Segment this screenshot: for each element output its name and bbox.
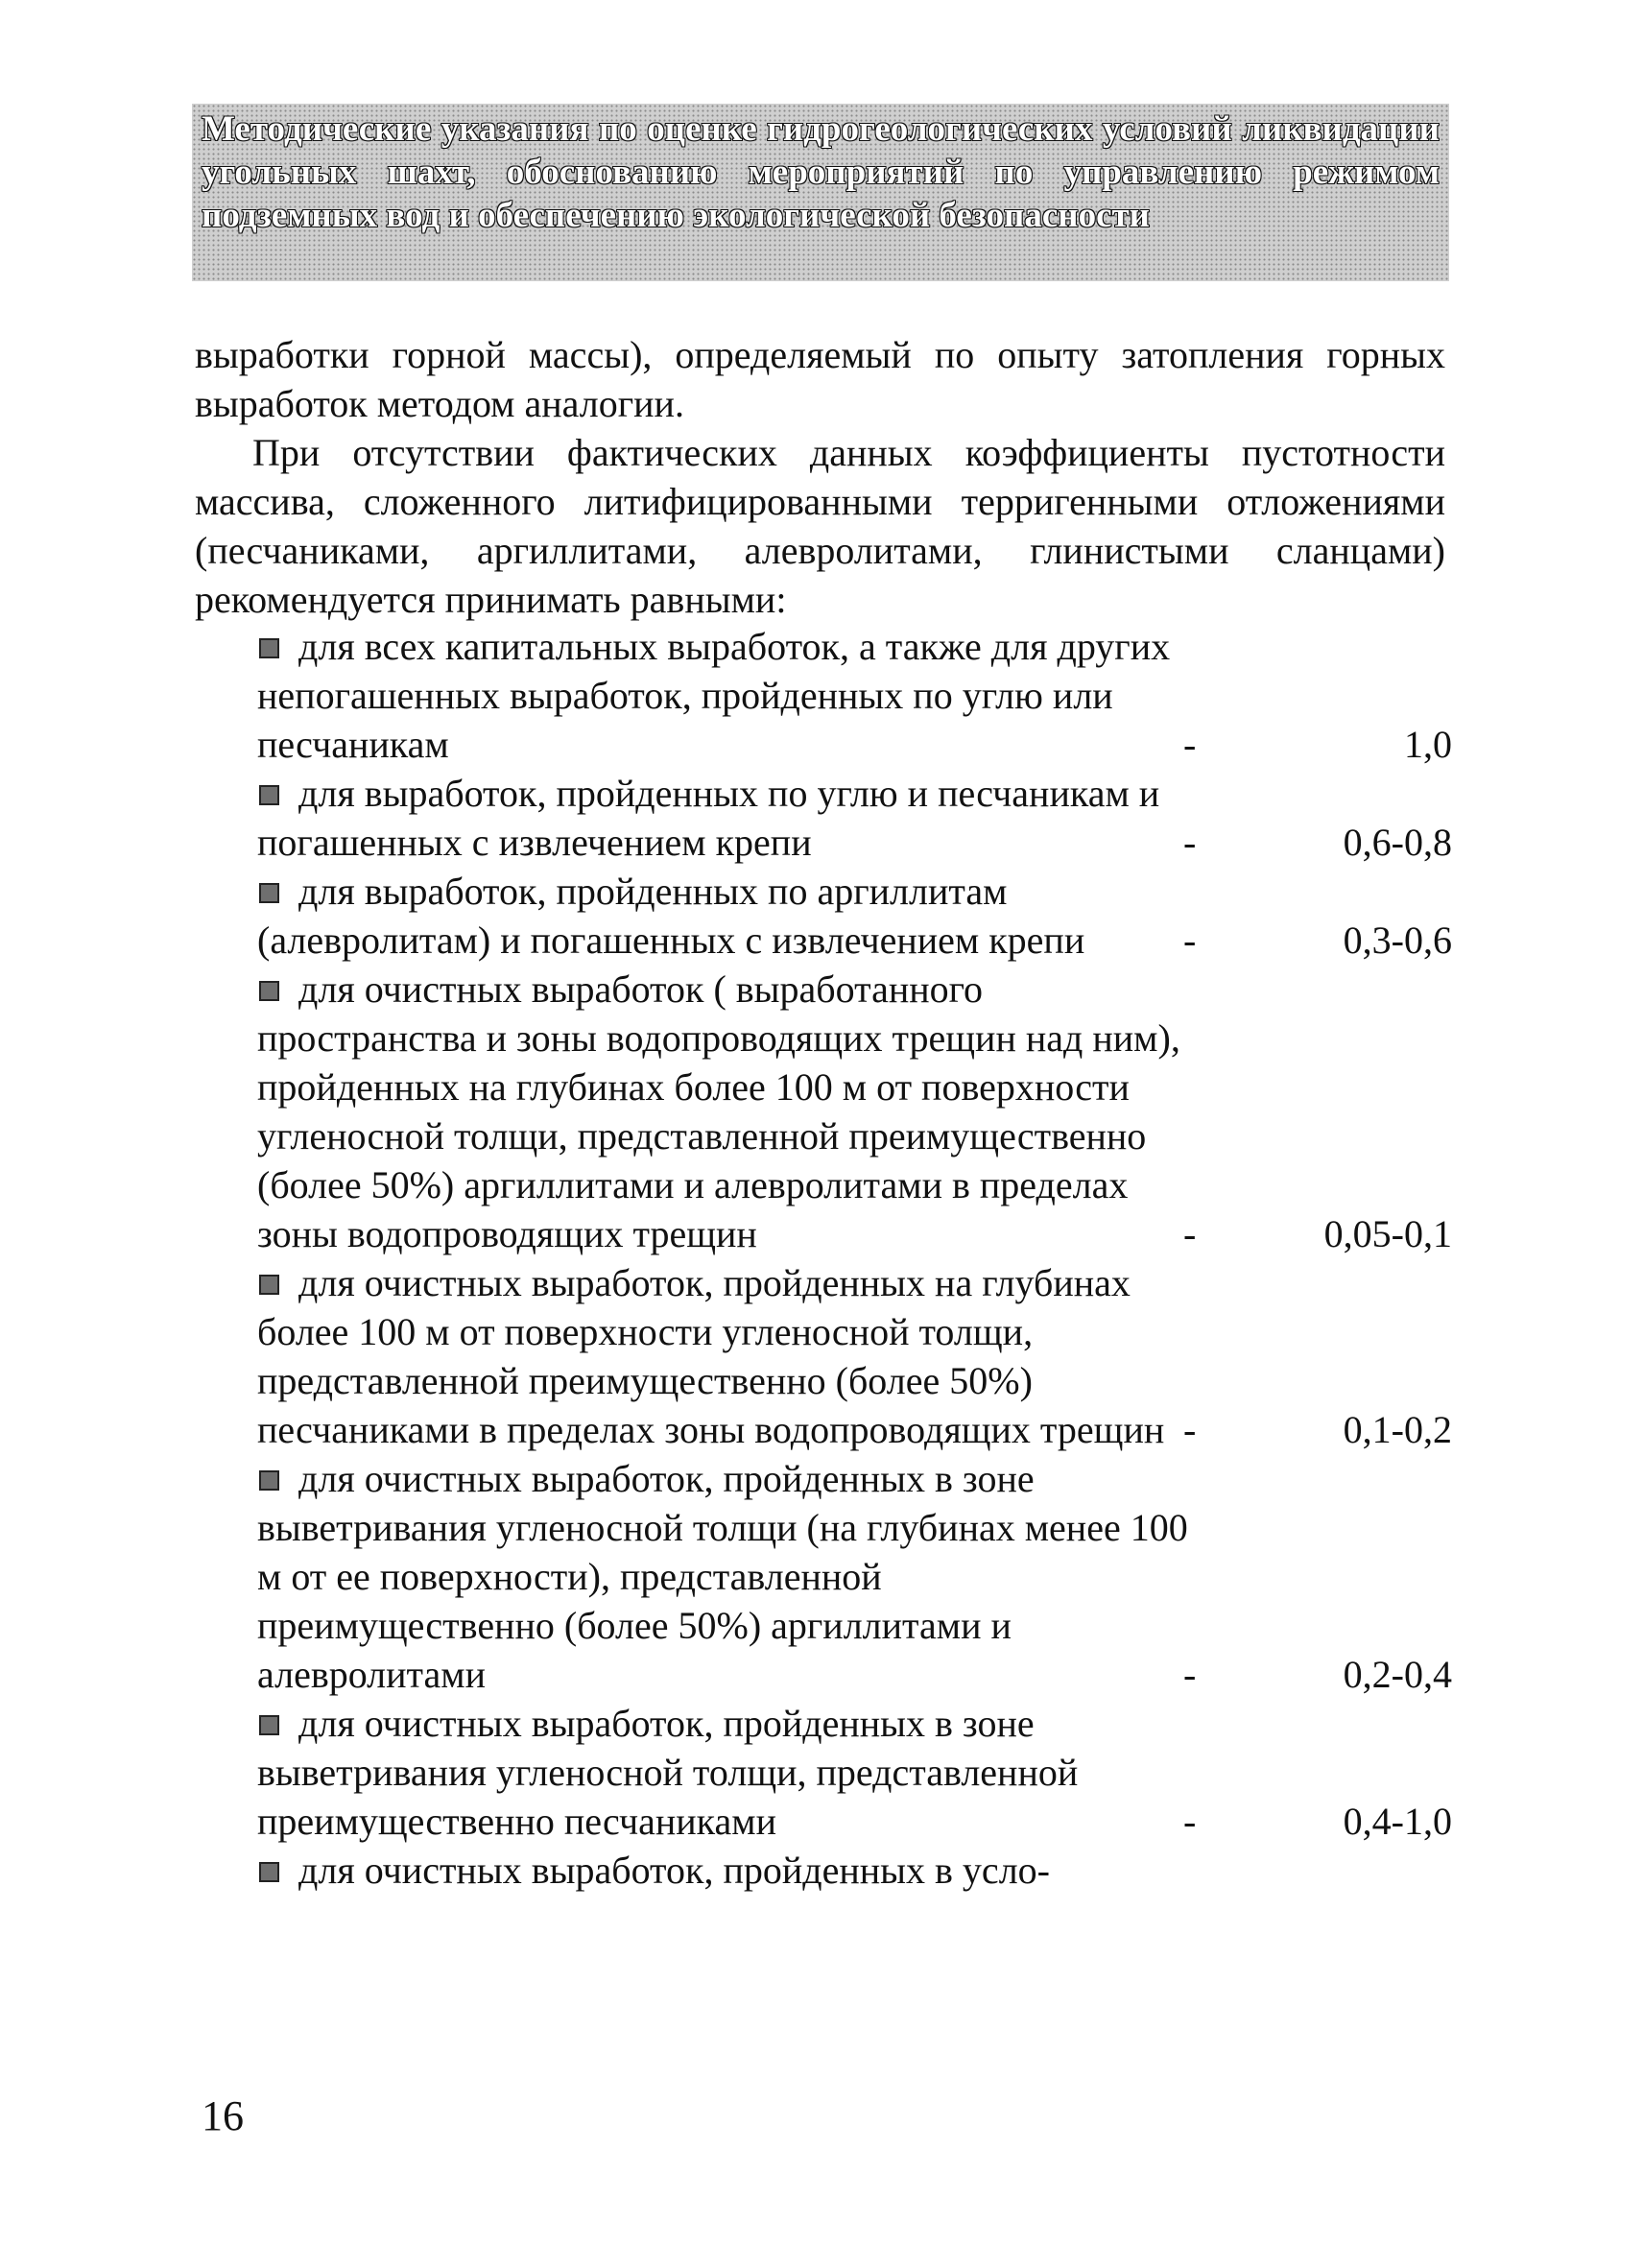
list-item-dash: - [1183,1653,1197,1696]
list-item-dash: - [1183,919,1197,962]
square-bullet-icon [259,1275,279,1295]
list-item [195,1846,1452,1895]
list-item-text: для очистных выработок, пройденных в зоне выветривания угленосной толщи, представленной преимущественно песчаниками [257,1702,1079,1843]
list-item [195,1454,1452,1699]
square-bullet-icon [259,1715,279,1735]
list-item [195,1699,1452,1846]
list-item-dash: - [1183,1800,1197,1843]
square-bullet-icon [259,981,279,1001]
list-item-text: для очистных выработок ( выработанного пространства и зоны водопроводящих трещин над ним), пройденных на глубинах более 100 м от поверхности угленосной толщи, представленной преимущественно (более 50%) аргиллитами и алевролитами в пределах зоны водопроводящих трещин [257,967,1180,1255]
square-bullet-icon [259,1862,279,1882]
header-title: Методические указания по оценке гидрогеологических условий ликвидации угольных шахт, обоснованию мероприятий по управлению режимом подземных вод и обеспечению экологической безопасности [202,109,1440,235]
list-item-dash: - [1183,821,1197,864]
list-item-value: 0,4-1,0 [1343,1800,1452,1843]
square-bullet-icon [259,1470,279,1491]
list-item-value: 0,2-0,4 [1343,1653,1452,1696]
list-item-dash: - [1183,723,1197,766]
list-item [195,867,1452,965]
list-item [195,769,1452,867]
list-item [195,965,1452,1258]
list-item-value: 0,05-0,1 [1323,1212,1452,1255]
square-bullet-icon [259,883,279,903]
list-item-value: 0,3-0,6 [1343,919,1452,962]
list-item [195,622,1452,769]
list-item-text: для выработок, пройденных по углю и песчаникам и погашенных с извлечением крепи [257,772,1160,864]
page-number: 16 [202,2092,244,2139]
list-item-dash: - [1183,1212,1197,1255]
list-item-text: для всех капитальных выработок, а также для других непогашенных выработок, пройденных по углю или песчаникам [257,625,1171,766]
list-item-value: 0,6-0,8 [1343,821,1452,864]
coefficient-list [195,622,1452,1895]
list-item-value: 1,0 [1404,723,1452,766]
list-item-text: для очистных выработок, пройденных в усло- [298,1849,1050,1892]
list-item-value: 0,1-0,2 [1343,1408,1452,1451]
list-item-text: для выработок, пройденных по аргиллитам (алевролитам) и погашенных с извлечением крепи [257,870,1085,962]
square-bullet-icon [259,638,279,658]
list-item [195,1258,1452,1454]
list-item-text: для очистных выработок, пройденных в зоне выветривания угленосной толщи (на глубинах менее 100 м от ее поверхности), представленной преимущественно (более 50%) аргиллитами и алевролитами [257,1457,1188,1696]
paragraph-intro: При отсутствии фактических данных коэффициенты пустотности массива, сложенного литифицированными терригенными отложениями (песчаниками, аргиллитами, алевролитами, глинистыми сланцами) рекомендуется принимать равными: [195,431,1445,621]
list-item-text: для очистных выработок, пройденных на глубинах более 100 м от поверхности угленосной толщи, представленной преимущественно (более 50%) песчаниками в пределах зоны водопроводящих трещин [257,1261,1165,1451]
square-bullet-icon [259,785,279,805]
header-banner [192,104,1449,281]
paragraph-continuation: выработки горной массы), определяемый по опыту затопления горных выработок методом аналогии. [195,333,1445,425]
list-item-dash: - [1183,1408,1197,1451]
